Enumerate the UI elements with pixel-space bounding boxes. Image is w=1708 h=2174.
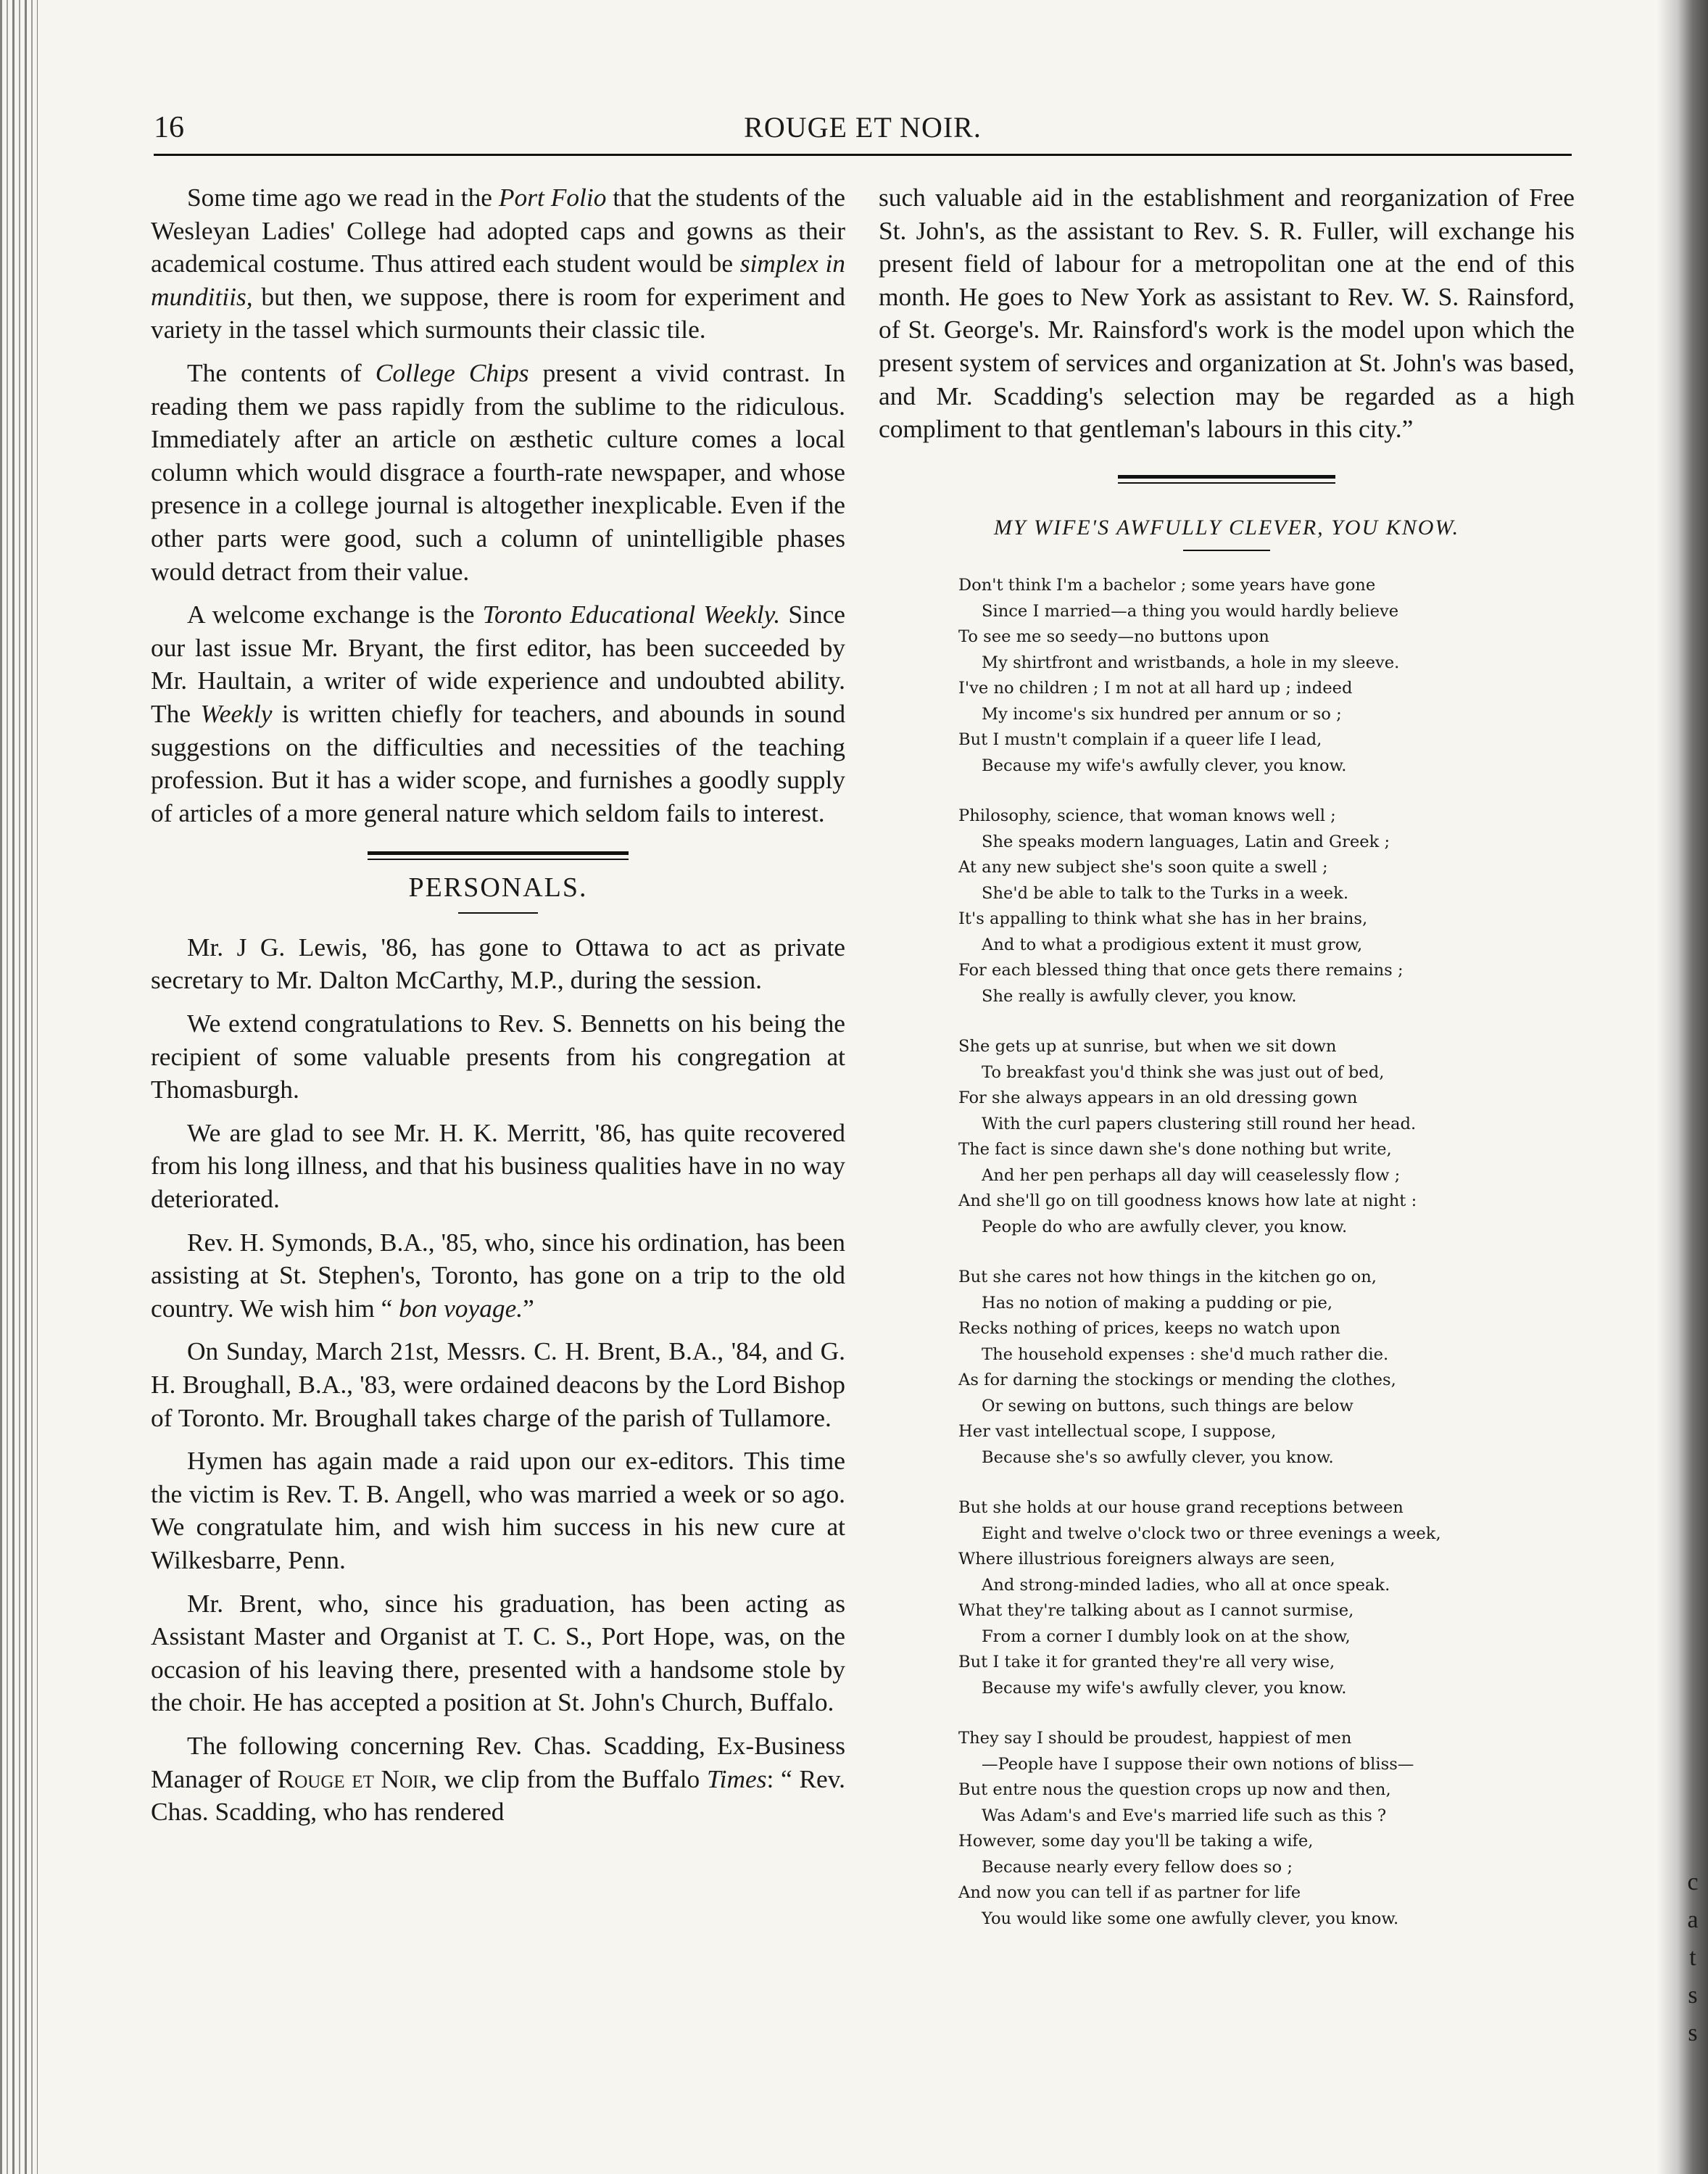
- poem-line: Her vast intellectual scope, I suppose,: [958, 1422, 1277, 1442]
- header-rule: [154, 154, 1572, 156]
- right-column: [879, 181, 1575, 1956]
- poem-line: Or sewing on buttons, such things are below: [982, 1396, 1353, 1415]
- poem-line: What they're talking about as I cannot surmise,: [958, 1601, 1354, 1621]
- poem-line: She really is awfully clever, you know.: [982, 986, 1297, 1006]
- poem-line: However, some day you'll be taking a wife,: [958, 1832, 1314, 1851]
- poem-line: Philosophy, science, that woman knows well ;: [958, 806, 1336, 826]
- poem-title: MY WIFE'S AWFULLY CLEVER, YOU KNOW.: [993, 515, 1460, 540]
- running-title: ROUGE ET NOIR.: [744, 111, 982, 144]
- poem-line: —People have I suppose their own notions of bliss—: [982, 1754, 1414, 1774]
- poem-line: The household expenses : she'd much rather die.: [982, 1344, 1389, 1364]
- poem-line: Recks nothing of prices, keeps no watch upon: [958, 1319, 1340, 1339]
- personal-item: The following concerning Rev. Chas. Scadding, Ex-Business Manager of Rouge et Noir, we clip from the Buffalo Times: “ Rev. Chas. Scadding, who has rendered: [151, 1730, 846, 1827]
- heading-rule: [1183, 550, 1270, 551]
- poem-line: Don't think I'm a bachelor ; some years have gone: [958, 576, 1376, 595]
- poem-line: Where illustrious foreigners always are seen,: [958, 1550, 1335, 1569]
- poem-stanza: [958, 1034, 1575, 1240]
- poem-line: Because my wife's awfully clever, you know.: [982, 756, 1347, 775]
- poem-line: To breakfast you'd think she was just out of bed,: [982, 1062, 1385, 1082]
- poem-line: From a corner I dumbly look on at the show,: [982, 1627, 1351, 1646]
- poem-line: She'd be able to talk to the Turks in a week.: [982, 883, 1348, 903]
- poem-line: With the curl papers clustering still round her head.: [982, 1114, 1417, 1133]
- poem-stanza: [958, 573, 1575, 779]
- scadding-continuation: such valuable aid in the establishment and reorganization of Free St. John's, as the assistant to Rev. S. R. Fuller, will exchange his present field of labour for a metropolitan one at the end of this month. He goes to New York as assistant to Rev. W. S. Rainsford, of St. George's. Mr. Rainsford's work is the model upon which the present system of services and organization at St. John's was based, and Mr. Scadding's selection may be regarded as a high compliment to that gentleman's labours in this city.”: [879, 183, 1575, 444]
- poem-line: My shirtfront and wristbands, a hole in my sleeve.: [982, 653, 1400, 672]
- poem-line: At any new subject she's soon quite a swell ;: [958, 858, 1328, 877]
- poem-line: And to what a prodigious extent it must grow,: [982, 935, 1363, 954]
- poem-line: As for darning the stockings or mending the clothes,: [958, 1371, 1396, 1390]
- page-number: 16: [154, 111, 184, 144]
- poem-line: It's appalling to think what she has in her brains,: [958, 909, 1368, 929]
- personal-item: We extend congratulations to Rev. S. Bennetts on his being the recipient of some valuable presents from his congregation at Thomasburgh.: [151, 1009, 845, 1104]
- poem-line: Because she's so awfully clever, you know.: [982, 1447, 1334, 1467]
- poem-line: But she cares not how things in the kitchen go on,: [958, 1268, 1377, 1287]
- exchange-college-chips-paragraph: The contents of College Chips present a vivid contrast. In reading them we pass rapidly from the sublime to the ridiculous. Immediately after an article on æsthetic culture comes a local column which would disgrace a fourth-rate newspaper, and whose presence in a college journal is altogether inexplicable. Even if the other parts were good, such a column of unintelligible phases would detract from their value.: [151, 357, 845, 586]
- section-divider: [1118, 475, 1335, 484]
- facing-page-letters: [1686, 1864, 1700, 2052]
- exchange-educational-weekly-paragraph: A welcome exchange is the Toronto Educational Weekly. Since our last issue Mr. Bryant, the first editor, has been succeeded by Mr. Haultain, a writer of wide experience and undoubted ability. The Weekly is written chiefly for teachers, and abounds in sound suggestions on the difficulties and necessities of the teaching profession. But it has a wider scope, and furnishes a goodly supply of articles of a more general nature which seldom fails to interest.: [151, 600, 846, 827]
- poem-line: They say I should be proudest, happiest of men: [958, 1729, 1352, 1748]
- poem-line: Has no notion of making a pudding or pie,: [982, 1293, 1333, 1313]
- poem-line: You would like some one awfully clever, you know.: [982, 1909, 1399, 1928]
- facing-letter: s: [1688, 1982, 1698, 2009]
- personal-item: Mr. J G. Lewis, '86, has gone to Ottawa to act as private secretary to Mr. Dalton McCarthy, M.P., during the session.: [151, 932, 845, 995]
- poem-line: The fact is since dawn she's done nothing but write,: [958, 1140, 1392, 1160]
- page-header: [154, 110, 1572, 154]
- personal-item: Rev. H. Symonds, B.A., '85, who, since his ordination, has been assisting at St. Stephen's, Toronto, has gone on a trip to the old country. We wish him “ bon voyage.”: [151, 1227, 845, 1323]
- poem-line: Since I married—a thing you would hardly believe: [982, 601, 1399, 621]
- personal-item: Mr. Brent, who, since his graduation, has been acting as Assistant Master and Organist at T. C. S., Port Hope, was, on the occasion of his leaving there, presented with a handsome stole by the choir. He has accepted a position at St. John's Church, Buffalo.: [151, 1588, 845, 1717]
- heading-rule: [458, 912, 538, 914]
- poem-line: But she holds at our house grand receptions between: [958, 1498, 1404, 1518]
- personal-item: Hymen has again made a raid upon our ex-editors. This time the victim is Rev. T. B. Angell, who was married a week or so ago. We congratulate him, and wish him success in his new cure at Wilkesbarre, Penn.: [151, 1446, 845, 1574]
- poem-line: Eight and twelve o'clock two or three evenings a week,: [982, 1524, 1441, 1543]
- poem-line: But I take it for granted they're all very wise,: [958, 1653, 1335, 1672]
- poem-line: For she always appears in an old dressing gown: [958, 1088, 1358, 1108]
- poem-stanza: [958, 803, 1575, 1009]
- left-column: [151, 181, 845, 1839]
- poem-line: She gets up at sunrise, but when we sit down: [958, 1037, 1337, 1057]
- poem-line: Was Adam's and Eve's married life such as this ?: [982, 1806, 1387, 1825]
- poem-line: But I mustn't complain if a queer life I lead,: [958, 730, 1322, 750]
- poem-line: My income's six hundred per annum or so ;: [982, 704, 1342, 724]
- poem-line: I've no children ; I m not at all hard up ; indeed: [958, 679, 1353, 698]
- poem-line: Because my wife's awfully clever, you know.: [982, 1678, 1347, 1698]
- poem-line: She speaks modern languages, Latin and Greek ;: [982, 832, 1390, 851]
- section-divider: [368, 851, 629, 860]
- poem-line: And she'll go on till goodness knows how late at night :: [958, 1191, 1417, 1211]
- poem-line: Because nearly every fellow does so ;: [982, 1857, 1293, 1877]
- poem-line: For each blessed thing that once gets there remains ;: [958, 961, 1404, 980]
- facing-letter: s: [1688, 2020, 1698, 2046]
- poem-line: People do who are awfully clever, you know.: [982, 1217, 1348, 1236]
- poem-stanza: [958, 1495, 1575, 1701]
- poem-line: To see me so seedy—no buttons upon: [958, 627, 1269, 647]
- personal-item: We are glad to see Mr. H. K. Merritt, '86, has quite recovered from his long illness, and that his business qualities have in no way deteriorated.: [151, 1117, 845, 1214]
- poem-line: But entre nous the question crops up now and then,: [958, 1780, 1391, 1800]
- poem: [958, 573, 1575, 1932]
- poem-line: And strong-minded ladies, who all at once speak.: [982, 1575, 1390, 1595]
- personals-heading: PERSONALS.: [408, 872, 588, 904]
- facing-letter: c: [1687, 1869, 1699, 1896]
- poem-line: And now you can tell if as partner for life: [958, 1883, 1301, 1903]
- exchange-port-folio-paragraph: Some time ago we read in the Port Folio that the students of the Wesleyan Ladies' College had adopted caps and gowns as their academical costume. Thus attired each student would be simplex in munditiis, but then, we suppose, there is room for experiment and variety in the tassel which surmounts their classic tile.: [151, 183, 845, 344]
- facing-letter: t: [1689, 1944, 1696, 1971]
- page-edge-right: [1657, 0, 1708, 2174]
- facing-letter: a: [1687, 1906, 1699, 1933]
- poem-stanza: [958, 1265, 1575, 1471]
- poem-line: And her pen perhaps all day will ceaselessly flow ;: [982, 1165, 1401, 1185]
- poem-stanza: [958, 1726, 1575, 1932]
- page-edge-left: [0, 0, 38, 2174]
- personal-item: On Sunday, March 21st, Messrs. C. H. Brent, B.A., '84, and G. H. Broughall, B.A., '83, were ordained deacons by the Lord Bishop of Toronto. Mr. Broughall takes charge of the parish of Tullamore.: [151, 1336, 845, 1432]
